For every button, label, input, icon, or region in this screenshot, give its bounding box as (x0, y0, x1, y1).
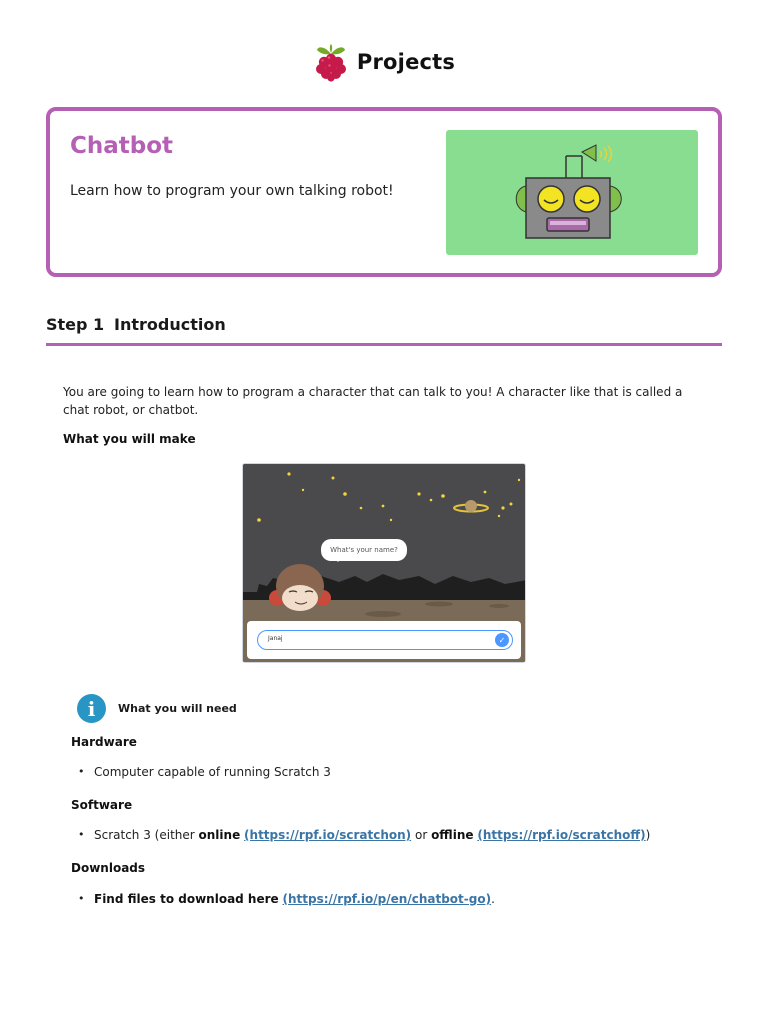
project-description: Learn how to program your own talking robot! (70, 183, 394, 199)
list-item (78, 828, 650, 842)
step-heading (46, 315, 722, 346)
list-item (78, 892, 495, 906)
software-item (94, 828, 650, 842)
software-or: or (411, 828, 432, 842)
raspberry-logo-icon (313, 42, 349, 82)
bullet-marker: • (78, 828, 85, 841)
chatbot-preview-image (242, 463, 526, 663)
downloads-item (94, 892, 495, 906)
projects-home-link[interactable] (313, 42, 455, 82)
software-suffix: ) (645, 828, 651, 842)
what-you-will-make-heading: What you will make (63, 432, 196, 446)
bullet-marker: • (78, 892, 85, 905)
downloads-link[interactable]: (https://rpf.io/p/en/chatbot-go) (282, 892, 492, 906)
downloads-heading: Downloads (71, 861, 146, 875)
intro-paragraph: You are going to learn how to program a character that can talk to you! A character like that is called a chat robot, or chatbot. (63, 385, 683, 417)
speech-bubble: What's your name? (321, 539, 407, 561)
what-you-will-need-heading: What you will need (118, 702, 237, 715)
downloads-suffix: . (491, 892, 495, 906)
answer-value: Janaj (268, 635, 283, 642)
online-label: online (198, 828, 241, 842)
software-heading: Software (71, 798, 133, 812)
robot-head-icon (446, 130, 698, 255)
site-header (0, 40, 768, 84)
scratch-online-link[interactable]: (https://rpf.io/scratchon) (244, 828, 412, 842)
step-title: Introduction (114, 315, 226, 334)
site-title: Projects (356, 50, 456, 74)
project-title: Chatbot (70, 133, 174, 159)
answer-input (257, 630, 513, 650)
check-icon: ✓ (495, 633, 509, 647)
hardware-heading: Hardware (71, 735, 137, 749)
offline-label: offline (431, 828, 474, 842)
step-number: Step 1 (46, 315, 105, 334)
ask-prompt-box (247, 621, 521, 659)
info-icon: i (77, 694, 106, 723)
project-card (46, 107, 722, 277)
hardware-item: Computer capable of running Scratch 3 (94, 765, 331, 779)
downloads-text: Find files to download here (94, 892, 279, 906)
software-prefix: Scratch 3 (either (94, 828, 199, 842)
scratch-offline-link[interactable]: (https://rpf.io/scratchoff) (477, 828, 646, 842)
bullet-marker: • (78, 765, 85, 778)
project-hero-image (446, 130, 698, 255)
what-you-will-need-callout (77, 694, 237, 723)
list-item (78, 765, 331, 779)
